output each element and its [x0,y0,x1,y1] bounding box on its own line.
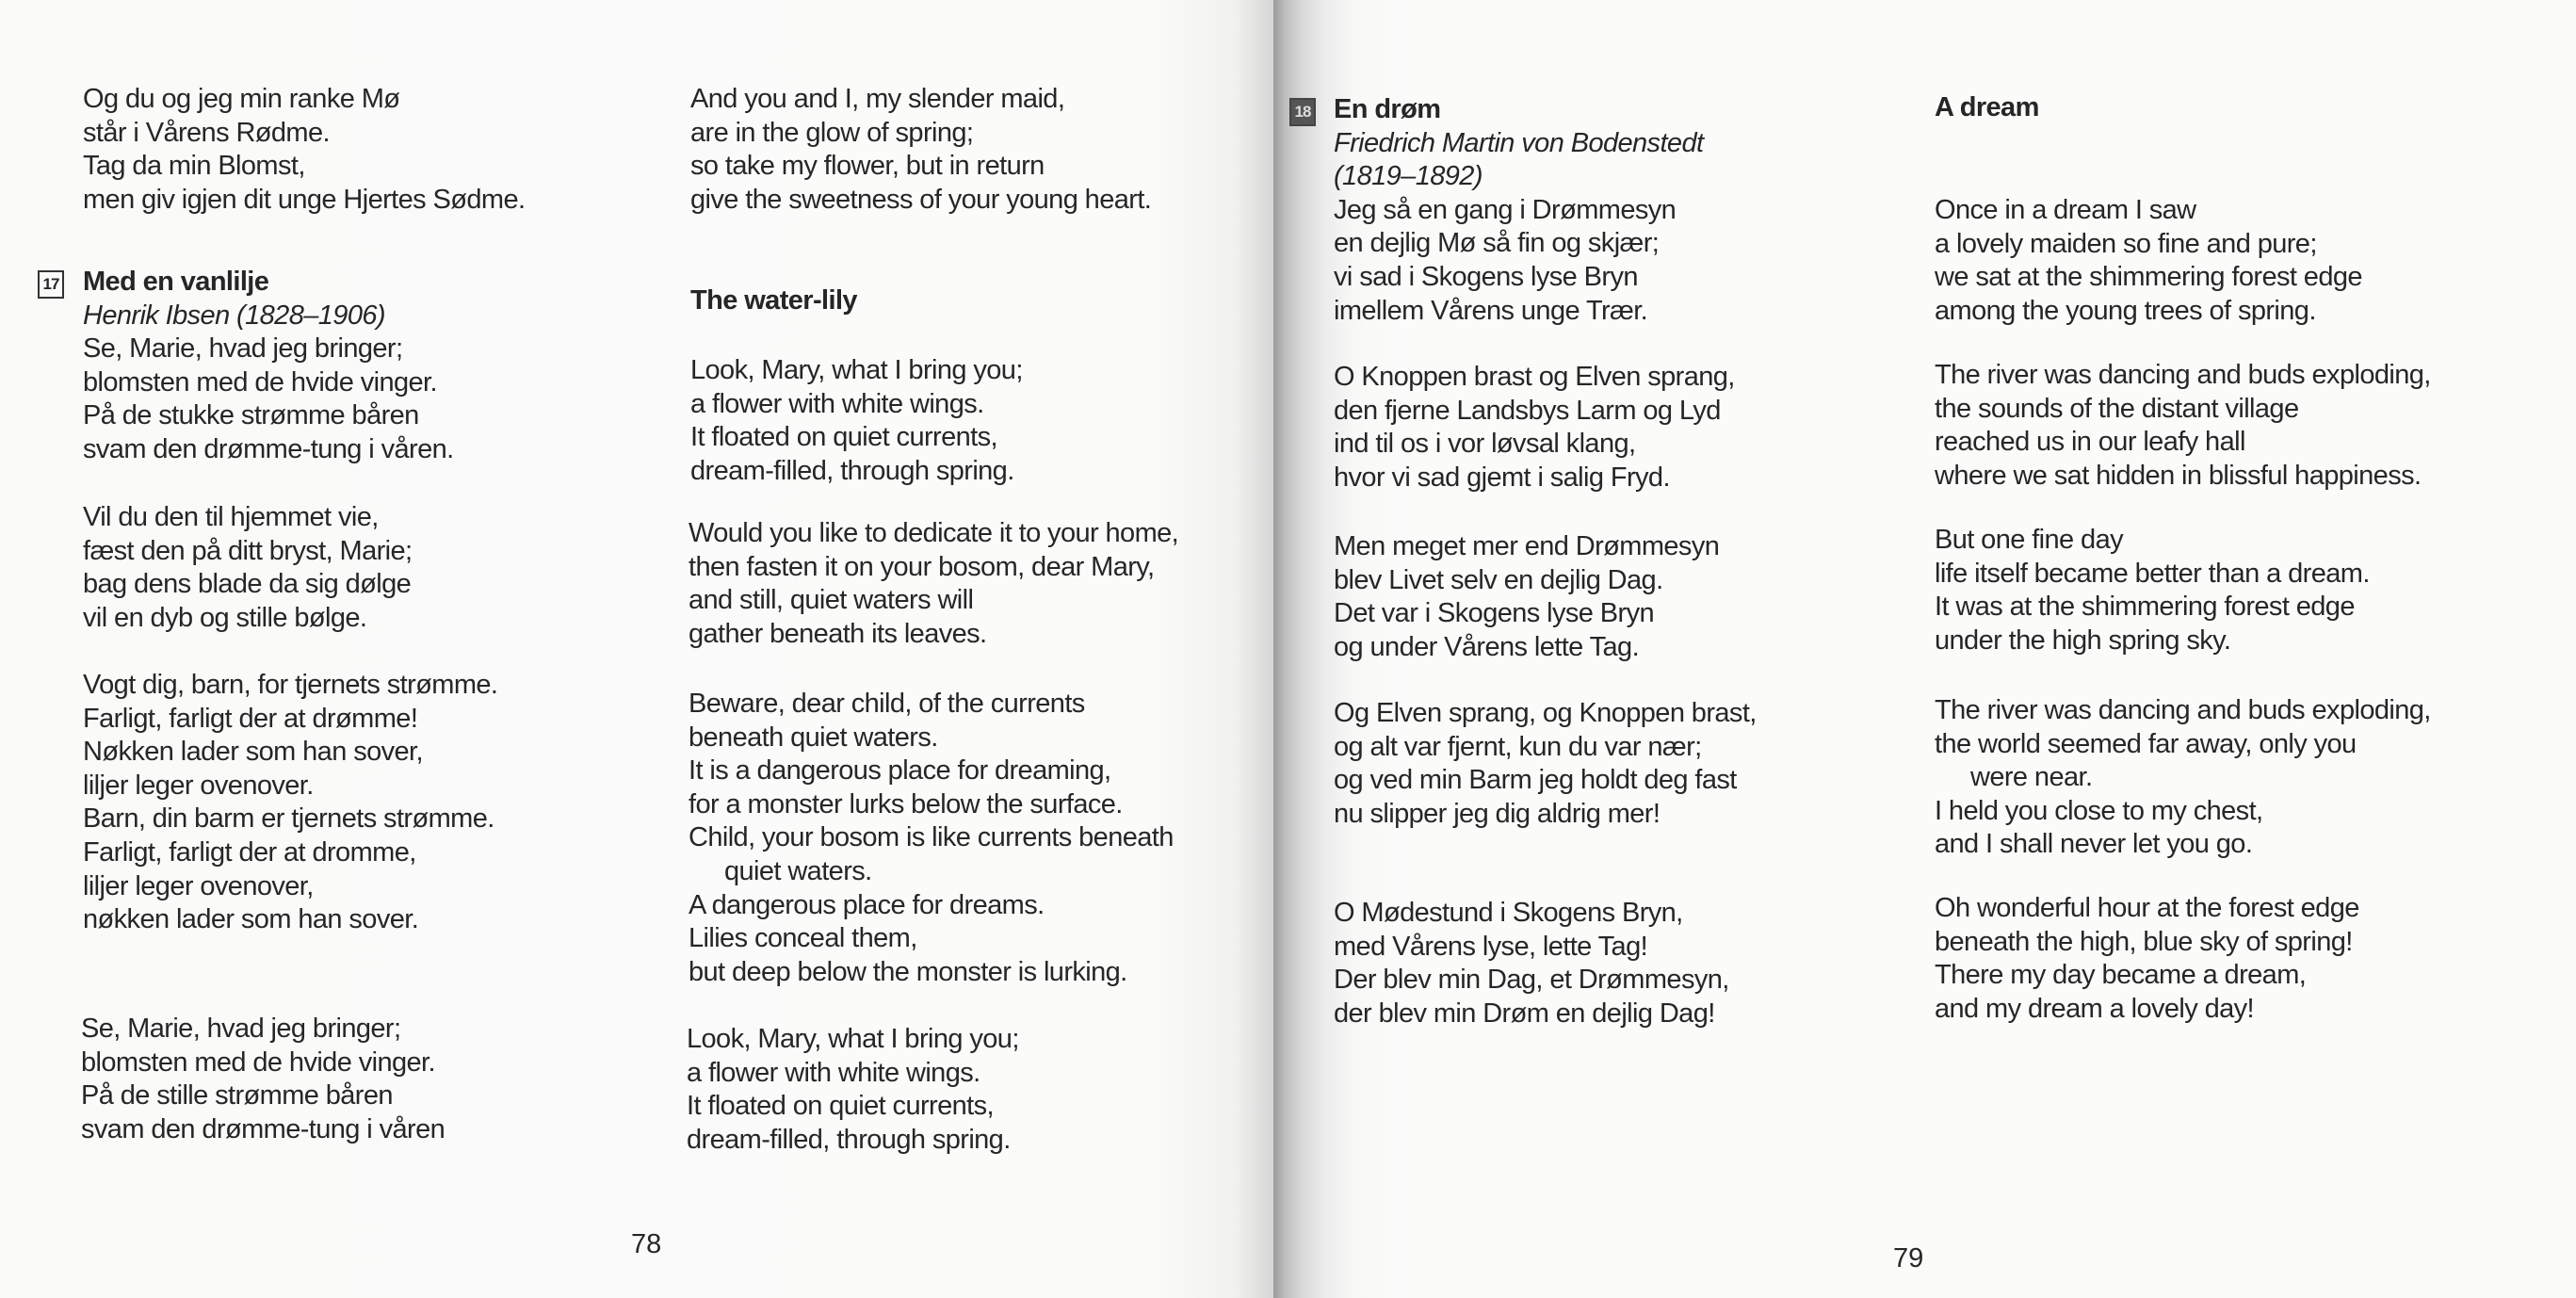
verse-line: Og Elven sprang, og Knoppen brast, [1334,698,1757,728]
song-header [83,266,454,467]
verse-line: På de stille strømme båren [81,1080,393,1111]
verse-line: beneath quiet waters. [689,722,938,753]
norwegian-stanza [83,501,413,635]
track-number-badge: 18 [1289,98,1316,126]
left-page [0,0,1273,1298]
verse-line: svam den drømme-tung i våren. [83,433,454,464]
verse-line: under the high spring sky. [1935,625,2231,656]
english-stanza [690,354,1023,488]
verse-line: blomsten med de hvide vinger. [83,366,437,398]
english-stanza [689,517,1178,651]
verse-line: bag dens blade da sig dølge [83,569,412,600]
song-title: En drøm [1334,94,1441,124]
verse-line: life itself became better than a dream. [1935,558,2370,589]
verse-line: Oh wonderful hour at the forest edge [1935,893,2359,923]
verse-line: blev Livet selv en dejlig Dag. [1334,564,1663,595]
verse-line: Det var i Skogens lyse Bryn [1334,598,1654,629]
verse-line: quiet waters. [724,855,872,886]
verse-line: Friedrich Martin von Bodenstedt [1334,127,1704,158]
norwegian-stanza [83,83,525,217]
verse-line: a lovely maiden so fine and pure; [1935,228,2317,259]
verse-line: And you and I, my slender maid, [690,84,1065,114]
norwegian-stanza [1334,194,1703,328]
verse-line: among the young trees of spring. [1935,295,2316,326]
verse-line: Lilies conceal them, [689,923,917,954]
verse-line: a flower with white wings. [690,388,984,419]
verse-line: Look, Mary, what I bring you; [687,1024,1019,1054]
verse-line: we sat at the shimmering forest edge [1935,262,2362,293]
english-stanza [1935,524,2370,657]
verse-line: Farligt, farligt der at dromme, [83,836,416,868]
verse-line: Farligt, farligt der at drømme! [83,703,418,734]
verse-line: It is a dangerous place for dreaming, [689,755,1111,787]
verse-line: But one fine day [1935,525,2123,555]
verse-line: med Vårens lyse, lette Tag! [1334,931,1648,962]
verse-line: den fjerne Landsbys Larm og Lyd [1334,395,1721,426]
norwegian-stanza [1334,530,1719,664]
verse-line: På de stukke strømme båren [83,400,419,431]
verse-line: men giv igjen dit unge Hjertes Sødme. [83,184,526,215]
verse-line: I held you close to my chest, [1935,795,2263,826]
norwegian-stanza [1334,897,1729,1030]
verse-line: Se, Marie, hvad jeg bringer; [83,333,403,365]
verse-line: liljer leger ovenover, [83,870,314,901]
verse-line: Der blev min Dag, et Drømmesyn, [1334,965,1729,996]
verse-line: og ved min Barm jeg holdt deg fast [1334,765,1737,796]
verse-line: It floated on quiet currents, [687,1091,994,1122]
verse-line: vil en dyb og stille bølge. [83,602,367,633]
verse-line: Jeg så en gang i Drømmesyn [1334,194,1677,225]
song-header [1334,93,1703,328]
verse-line: beneath the high, blue sky of spring! [1935,926,2353,957]
verse-line: were near. [1970,762,2093,793]
verse-line: Beware, dear child, of the currents [689,689,1085,719]
verse-line: Vogt dig, barn, for tjernets strømme. [83,670,498,700]
verse-line: reached us in our leafy hall [1935,427,2245,458]
verse-line: Barn, din barm er tjernets strømme. [83,803,494,835]
verse-line: Tag da min Blomst, [83,151,305,182]
verse-line: give the sweetness of your young heart. [690,184,1152,215]
verse-line: It was at the shimmering forest edge [1935,592,2355,623]
verse-line: Se, Marie, hvad jeg bringer; [81,1014,401,1044]
norwegian-stanza [83,333,454,466]
verse-line: where we sat hidden in blissful happiness. [1935,460,2422,491]
verse-line: ind til os i vor løvsal klang, [1334,429,1636,460]
verse-line: dream-filled, through spring. [687,1124,1011,1155]
english-stanza [689,688,1174,989]
right-page [1273,0,2576,1298]
verse-line: og under Vårens lette Tag. [1334,631,1640,662]
song-author: Henrik Ibsen (1828–1906) [83,300,385,331]
english-stanza [1935,194,2362,328]
verse-line: svam den drømme-tung i våren [81,1113,446,1144]
verse-line: A dangerous place for dreams. [689,889,1045,920]
verse-line: nu slipper jeg dig aldrig mer! [1334,798,1661,829]
verse-line: the world seemed far away, only you [1935,728,2357,759]
english-stanza [690,83,1151,217]
verse-line: Og du og jeg min ranke Mø [83,84,400,114]
english-stanza [1935,892,2359,1026]
verse-line: står i Vårens Rødme. [83,117,330,148]
page-number: 78 [631,1229,662,1259]
verse-line: Once in a dream I saw [1935,195,2196,225]
verse-line: der blev min Drøm en dejlig Dag! [1334,998,1715,1029]
verse-line: O Mødestund i Skogens Bryn, [1334,898,1683,928]
verse-line: Look, Mary, what I bring you; [690,355,1023,385]
verse-line: for a monster lurks below the surface. [689,788,1123,819]
verse-line: and still, quiet waters will [689,585,974,616]
track-number-badge: 17 [38,270,64,299]
verse-line: then fasten it on your bosom, dear Mary, [689,551,1155,582]
verse-line: so take my flower, but in return [690,151,1045,182]
verse-line: but deep below the monster is lurking. [689,956,1127,987]
verse-line: (1819–1892) [1334,161,1482,192]
verse-line: nøkken lader som han sover. [83,904,419,935]
verse-line: Men meget mer end Drømmesyn [1334,531,1720,561]
translation-title: A dream [1935,92,2039,122]
verse-line: O Knoppen brast og Elven sprang, [1334,362,1735,392]
verse-line: imellem Vårens unge Trær. [1334,295,1648,326]
verse-line: en dejlig Mø så fin og skjær; [1334,228,1660,259]
norwegian-stanza [81,1013,445,1146]
verse-line: og alt var fjernt, kun du var nær; [1334,731,1702,762]
norwegian-stanza [1334,361,1735,495]
verse-line: Child, your bosom is like currents beneath [689,822,1174,853]
verse-line: the sounds of the distant village [1935,393,2299,424]
verse-line: hvor vi sad gjemt i salig Fryd. [1334,462,1670,493]
english-stanza [1935,359,2431,493]
verse-line: blomsten med de hvide vinger. [81,1047,435,1078]
verse-line: The river was dancing and buds exploding, [1935,695,2431,725]
verse-line: dream-filled, through spring. [690,455,1014,486]
verse-line: and my dream a lovely day! [1935,993,2255,1024]
verse-line: It floated on quiet currents, [690,422,997,453]
verse-line: Vil du den til hjemmet vie, [83,502,379,532]
song-title: Med en vanlilje [83,267,269,297]
song-author [1334,127,1703,194]
english-stanza [687,1023,1019,1157]
verse-line: and I shall never let you go. [1935,829,2253,860]
translation-title: The water-lily [690,285,857,316]
verse-line: vi sad i Skogens lyse Bryn [1334,261,1638,292]
verse-line: fæst den på ditt bryst, Marie; [83,535,413,566]
verse-line: gather beneath its leaves. [689,618,987,649]
verse-line: a flower with white wings. [687,1057,980,1088]
verse-line: The river was dancing and buds exploding, [1935,360,2431,390]
verse-line: are in the glow of spring; [690,117,974,148]
verse-line: Nøkken lader som han sover, [83,737,423,768]
verse-line: There my day became a dream, [1935,960,2307,991]
verse-line: liljer leger ovenover. [83,770,314,801]
page-number: 79 [1893,1243,1924,1274]
english-stanza [1935,694,2431,862]
norwegian-stanza [83,669,497,937]
norwegian-stanza [1334,697,1757,831]
verse-line: Would you like to dedicate it to your home, [689,518,1179,548]
